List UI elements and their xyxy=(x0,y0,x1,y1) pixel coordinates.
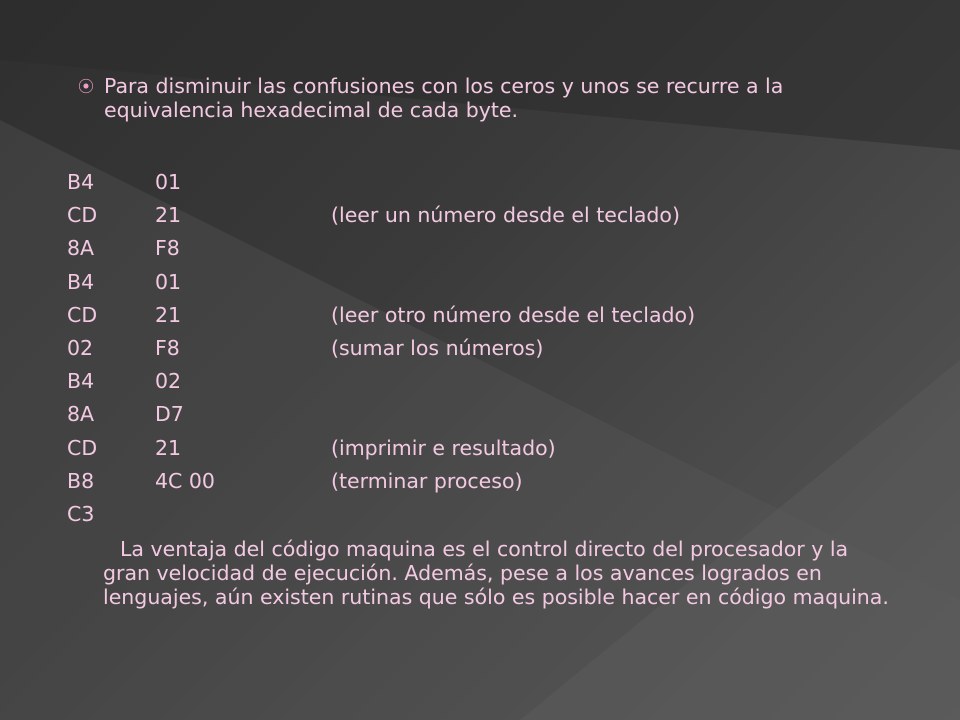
code-operand: F8 xyxy=(155,236,180,261)
code-opcode: C3 xyxy=(67,501,95,526)
code-operand: 01 xyxy=(155,170,182,194)
bullet-paragraph xyxy=(78,74,908,122)
code-opcode: 8A xyxy=(67,236,95,261)
code-operand: D7 xyxy=(155,402,184,427)
code-operand: 21 xyxy=(155,435,182,460)
code-opcode: B4 xyxy=(67,170,95,194)
circle-bullet-icon: ⦿ xyxy=(78,77,95,96)
code-opcode: CD xyxy=(67,435,98,460)
code-opcode: 02 xyxy=(67,335,94,360)
code-comment: (imprimir e resultado) xyxy=(331,435,556,460)
code-operand: 4C 00 xyxy=(155,468,215,493)
code-comment: (leer un número desde el teclado) xyxy=(331,203,680,228)
code-opcode: B4 xyxy=(67,369,95,394)
code-operand: 02 xyxy=(155,369,182,394)
code-operand: F8 xyxy=(155,335,180,360)
code-operand: 01 xyxy=(155,269,182,294)
code-comment: (terminar proceso) xyxy=(331,468,523,493)
closing-paragraph: La ventaja del código maquina es el control directo del procesador y la gran velocidad de ejecución. Además, pese a los avances logrados en lenguajes, aún existen rutinas que sólo es posible hacer en código maquina. xyxy=(103,537,889,609)
code-operand: 21 xyxy=(155,302,182,327)
bullet-text: Para disminuir las confusiones con los ceros y unos se recurre a la equivalencia hexadecimal de cada byte. xyxy=(104,74,784,122)
code-comment: (leer otro número desde el teclado) xyxy=(331,302,696,327)
code-opcode: B8 xyxy=(67,468,95,493)
code-opcode: CD xyxy=(67,203,98,228)
code-opcode: CD xyxy=(67,302,98,327)
code-opcode: B4 xyxy=(67,269,95,294)
code-opcode: 8A xyxy=(67,402,95,427)
code-operand: 21 xyxy=(155,203,182,228)
code-comment: (sumar los números) xyxy=(331,335,544,360)
